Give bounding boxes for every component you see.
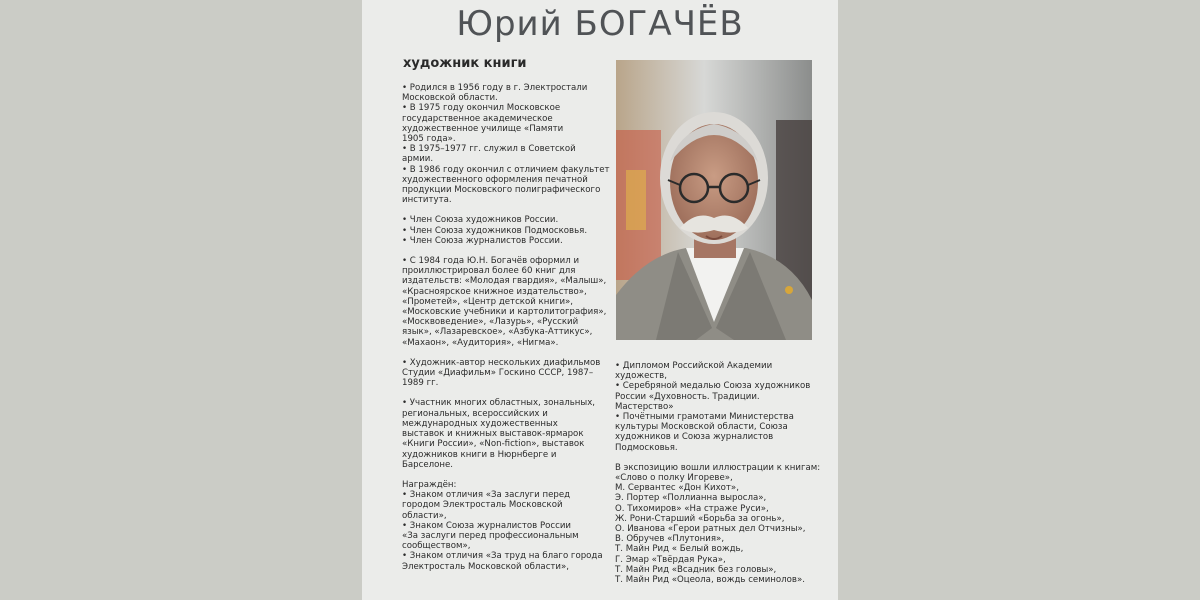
exhibition-poster [362,0,838,600]
awards-continued-paragraph: • Дипломом Российской Академии художеств, • Серебряной медалью Союза художников России «Духовность. Традиции. Мастерство» • Почётными грамотами Министерства культуры Московской области, Союза художников и Союза журналистов Подмосковья. [615,361,811,453]
left-text-column [402,83,620,572]
bio-paragraph: • Родился в 1956 году в г. Электростали Московской области. • В 1975 году окончил Московское государственное академическое художественное училище «Памяти 1905 года». • В 1975–1977 гг. служил в Советской армии. • В 1986 году окончил с отличием факультет художественного оформления печатной продукции Московского полиграфического института. [402,83,610,206]
right-text-column [615,361,825,585]
artist-name: Юрий БОГАЧЁВ [456,4,744,44]
books-paragraph: • С 1984 года Ю.Н. Богачёв оформил и проиллюстрировал более 60 книг для издательств: «Молодая гвардия», «Малыш», «Красноярское книжное издательство», «Прометей», «Центр детской книги», «Московские учебники и картолитография», «Москвоведение», «Лазурь», «Русский язык», «Лазаревское», «Азбука-Аттикус», «Махаон», «Аудитория», «Нигма». [402,256,607,348]
memberships-paragraph: • Член Союза художников России. • Член Союза художников Подмосковья. • Член Союза журналистов России. [402,215,588,246]
exhibitions-paragraph: • Участник многих областных, зональных, региональных, всероссийских и международных художественных выставок и книжных выставок-ярмарок «Книги России», «Non-fiction», выставок художников книги в Нюрнберге и Барселоне. [402,398,596,470]
awards-paragraph: Награждён: • Знаком отличия «За заслуги перед городом Электросталь Московской области», • Знаком Союза журналистов России «За заслуги перед профессиональным сообществом», • Знаком отличия «За труд на благо города Электросталь Московской области», [402,479,603,572]
artist-role: художник книги [403,56,527,71]
filmstrips-paragraph: • Художник-автор нескольких диафильмов Студии «Диафильм» Госкино СССР, 1987– 1989 гг. [402,357,601,389]
artist-portrait-photo [616,60,812,340]
illustrations-list: В экспозицию вошли иллюстрации к книгам: «Слово о полку Игореве», М. Сервантес «Дон Кихот», Э. Портер «Поллианна выросла», О. Тихомиров» «На страже Руси», Ж. Рони-Старший «Борьба за огонь», О. Иванова «Герои ратных дел Отчизны», В. Обручев «Плутония», Т. Майн Рид « Белый вождь, Г. Эмар «Твёрдая Рука», Т. Майн Рид «Всадник без головы», Т. Майн Рид «Оцеола, вождь семинолов». [615,462,821,586]
